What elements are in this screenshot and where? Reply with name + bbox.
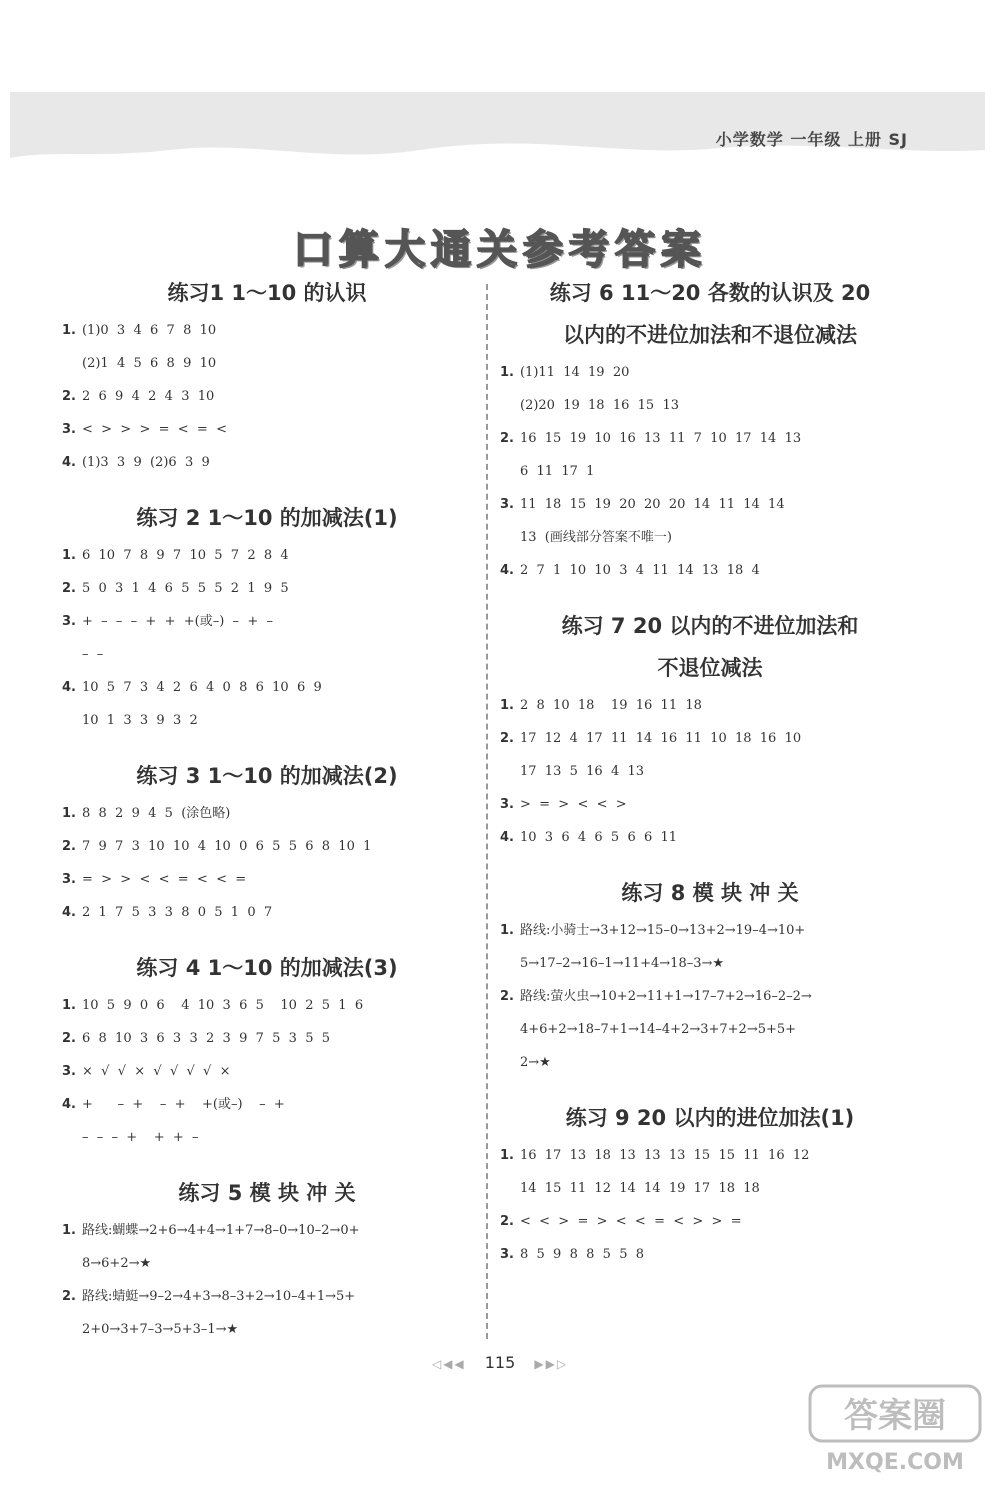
page-title: 口算大通关参考答案 <box>293 227 707 273</box>
answer-text: 10 5 9 0 6 4 10 3 6 5 10 2 5 1 6 <box>81 998 364 1013</box>
answer-line <box>62 1088 472 1121</box>
answer-text: (2)1 4 5 6 8 9 10 <box>82 356 217 371</box>
section-title: 练习 2 1～10 的加减法(1) <box>136 506 398 530</box>
question-number: 1. <box>500 698 514 713</box>
question-number: 3. <box>500 797 514 812</box>
answer-text: 2+0→3+7–3→5+3–1→★ <box>82 1322 239 1337</box>
page-footer <box>0 1353 1000 1372</box>
subject-label: 小学数学 一年级 上册 SJ <box>715 130 908 149</box>
question-number: 4. <box>62 680 76 695</box>
answer-text: 10 5 7 3 4 2 6 4 0 8 6 10 6 9 <box>81 680 322 695</box>
answer-line <box>500 488 920 521</box>
answer-text: 8 5 9 8 8 5 5 8 <box>519 1247 645 1262</box>
question-number: 2. <box>62 839 76 854</box>
answer-text: 16 17 13 18 13 13 13 15 15 11 16 12 <box>519 1148 810 1163</box>
answer-text: > = > < < > <box>519 797 627 812</box>
answer-line <box>62 347 472 380</box>
watermark-text: 答案圈 <box>844 1396 946 1436</box>
answer-line <box>62 539 472 572</box>
question-number: 2. <box>500 989 514 1004</box>
answer-text: 11 18 15 19 20 20 20 14 11 14 14 <box>519 497 785 512</box>
question-number: 3. <box>500 1247 514 1262</box>
answer-text: (1)11 14 19 20 <box>519 365 630 380</box>
answer-line <box>500 1172 920 1205</box>
answer-text: 14 15 11 12 14 14 19 17 18 18 <box>520 1181 760 1196</box>
question-number: 1. <box>62 323 76 338</box>
answer-text: 10 1 3 3 9 3 2 <box>82 713 198 728</box>
answer-line <box>500 422 920 455</box>
answer-line <box>500 947 920 980</box>
section-title: 练习 4 1～10 的加减法(3) <box>136 956 398 980</box>
left-column <box>62 272 472 1346</box>
answer-line <box>62 446 472 479</box>
answer-text: × √ √ × √ √ √ √ × <box>81 1064 231 1079</box>
answer-text: – – – + + + – <box>82 1130 199 1145</box>
section-title: 练习 7 20 以内的不进位加法和 <box>561 614 859 638</box>
answer-text: 4+6+2→18–7+1→14–4+2→3+7+2→5+5+ <box>520 1022 797 1037</box>
answer-line <box>62 572 472 605</box>
answer-line <box>500 689 920 722</box>
question-number: 2. <box>500 1214 514 1229</box>
question-number: 1. <box>500 365 514 380</box>
section-title-continued: 不退位减法 <box>657 656 763 680</box>
answer-text: 10 3 6 4 6 5 6 6 11 <box>519 830 678 845</box>
answer-line <box>500 356 920 389</box>
answer-line <box>62 1313 472 1346</box>
question-number: 3. <box>500 497 514 512</box>
watermark-url: MXQE.COM <box>826 1450 964 1475</box>
question-number: 4. <box>62 1097 76 1112</box>
section-title: 练习 8 模 块 冲 关 <box>621 881 799 905</box>
section-title: 练习 5 模 块 冲 关 <box>178 1181 356 1205</box>
answer-text: 路线:小骑士→3+12→15–0→13+2→19–4→10+ <box>519 923 806 938</box>
answer-text: + – – – + + +(或–) – + – <box>81 614 273 629</box>
question-number: 1. <box>62 998 76 1013</box>
answer-line <box>62 863 472 896</box>
answer-line <box>500 455 920 488</box>
answer-line <box>62 1121 472 1154</box>
answer-line <box>62 314 472 347</box>
next-arrows-icon: ▶▶▷ <box>534 1357 569 1371</box>
answer-line <box>62 989 472 1022</box>
answer-line <box>500 1238 920 1271</box>
answer-text: 6 10 7 8 9 7 10 5 7 2 8 4 <box>81 548 289 563</box>
answer-line <box>500 914 920 947</box>
right-column <box>500 272 920 1271</box>
answer-text: + – + – + +(或–) – + <box>81 1097 285 1112</box>
question-number: 1. <box>62 548 76 563</box>
answer-text: 5→17–2→16–1→11+4→18–3→★ <box>520 956 725 971</box>
answer-text: 16 15 19 10 16 13 11 7 10 17 14 13 <box>519 431 802 446</box>
answer-text: 路线:萤火虫→10+2→11+1→17–7+2→16–2–2→ <box>519 989 812 1004</box>
question-number: 2. <box>62 1031 76 1046</box>
answer-text: 6 11 17 1 <box>520 464 595 479</box>
answer-line <box>500 1205 920 1238</box>
question-number: 2. <box>500 431 514 446</box>
answer-text: 5 0 3 1 4 6 5 5 5 2 1 9 5 <box>81 581 289 596</box>
question-number: 2. <box>62 1289 76 1304</box>
answer-line <box>500 1013 920 1046</box>
answer-line <box>62 1280 472 1313</box>
answer-line <box>62 704 472 737</box>
answer-text: = > > < < = < < = <box>81 872 247 887</box>
question-number: 1. <box>62 1223 76 1238</box>
answer-text: < < > = > < < = < > > = <box>519 1214 742 1229</box>
answer-text: (2)20 19 18 16 15 13 <box>520 398 679 413</box>
answer-line <box>500 980 920 1013</box>
answer-line <box>62 671 472 704</box>
question-number: 3. <box>62 872 76 887</box>
answer-line <box>500 389 920 422</box>
section-title: 练习 3 1～10 的加减法(2) <box>136 764 398 788</box>
answer-line <box>62 413 472 446</box>
answer-line <box>62 1214 472 1247</box>
answer-text: 路线:蜻蜓→9–2→4+3→8–3+2→10–4+1→5+ <box>81 1289 356 1304</box>
answer-line <box>500 1139 920 1172</box>
answer-line <box>62 638 472 671</box>
answer-line <box>62 1022 472 1055</box>
answer-line <box>62 1055 472 1088</box>
answer-line <box>500 1046 920 1079</box>
answer-line <box>62 1247 472 1280</box>
question-number: 2. <box>62 389 76 404</box>
question-number: 4. <box>62 455 76 470</box>
answer-line <box>62 830 472 863</box>
answer-line <box>62 380 472 413</box>
answer-text: 路线:蝴蝶→2+6→4+4→1+7→8–0→10–2→0+ <box>81 1223 360 1238</box>
answer-line <box>500 521 920 554</box>
question-number: 4. <box>62 905 76 920</box>
question-number: 2. <box>62 581 76 596</box>
answer-text: 17 13 5 16 4 13 <box>520 764 645 779</box>
watermark-logo <box>800 1381 990 1481</box>
section-title: 练习 9 20 以内的进位加法(1) <box>565 1106 855 1130</box>
question-number: 2. <box>500 731 514 746</box>
answer-text: 8 8 2 9 4 5 (涂色略) <box>81 806 231 821</box>
answer-line <box>500 821 920 854</box>
column-divider <box>486 284 488 1339</box>
answer-line <box>500 755 920 788</box>
question-number: 3. <box>62 614 76 629</box>
section-title-continued: 以内的不进位加法和不退位减法 <box>563 323 857 347</box>
answer-line <box>500 554 920 587</box>
answer-line <box>62 605 472 638</box>
answer-text: 2 1 7 5 3 3 8 0 5 1 0 7 <box>81 905 273 920</box>
prev-arrows-icon: ◁◀◀ <box>431 1357 466 1371</box>
answer-text: (1)0 3 4 6 7 8 10 <box>81 323 217 338</box>
question-number: 1. <box>500 923 514 938</box>
answer-text: 8→6+2→★ <box>82 1256 152 1271</box>
question-number: 1. <box>62 806 76 821</box>
answer-text: 2→★ <box>520 1055 551 1070</box>
question-number: 3. <box>62 1064 76 1079</box>
answer-text: 7 9 7 3 10 10 4 10 0 6 5 5 6 8 10 1 <box>81 839 372 854</box>
question-number: 4. <box>500 563 514 578</box>
answer-text: (1)3 3 9 (2)6 3 9 <box>81 455 210 470</box>
answer-text: 2 6 9 4 2 4 3 10 <box>81 389 215 404</box>
question-number: 1. <box>500 1148 514 1163</box>
answer-text: < > > > = < = < <box>81 422 227 437</box>
answer-text: 6 8 10 3 6 3 3 2 3 9 7 5 3 5 5 <box>81 1031 331 1046</box>
answer-text: 2 7 1 10 10 3 4 11 14 13 18 4 <box>519 563 760 578</box>
page-number: 115 <box>484 1353 516 1372</box>
section-title: 练习 6 11～20 各数的认识及 20 <box>549 281 871 305</box>
answer-line <box>62 896 472 929</box>
answer-line <box>500 788 920 821</box>
answer-text: 2 8 10 18 19 16 11 18 <box>519 698 702 713</box>
answer-text: 13 (画线部分答案不唯一) <box>520 530 672 545</box>
section-title: 练习1 1～10 的认识 <box>167 281 367 305</box>
header-banner <box>0 0 1000 175</box>
answer-line <box>500 722 920 755</box>
answer-text: – – <box>82 647 104 662</box>
answer-text: 17 12 4 17 11 14 16 11 10 18 16 10 <box>519 731 802 746</box>
question-number: 4. <box>500 830 514 845</box>
answer-line <box>62 797 472 830</box>
question-number: 3. <box>62 422 76 437</box>
